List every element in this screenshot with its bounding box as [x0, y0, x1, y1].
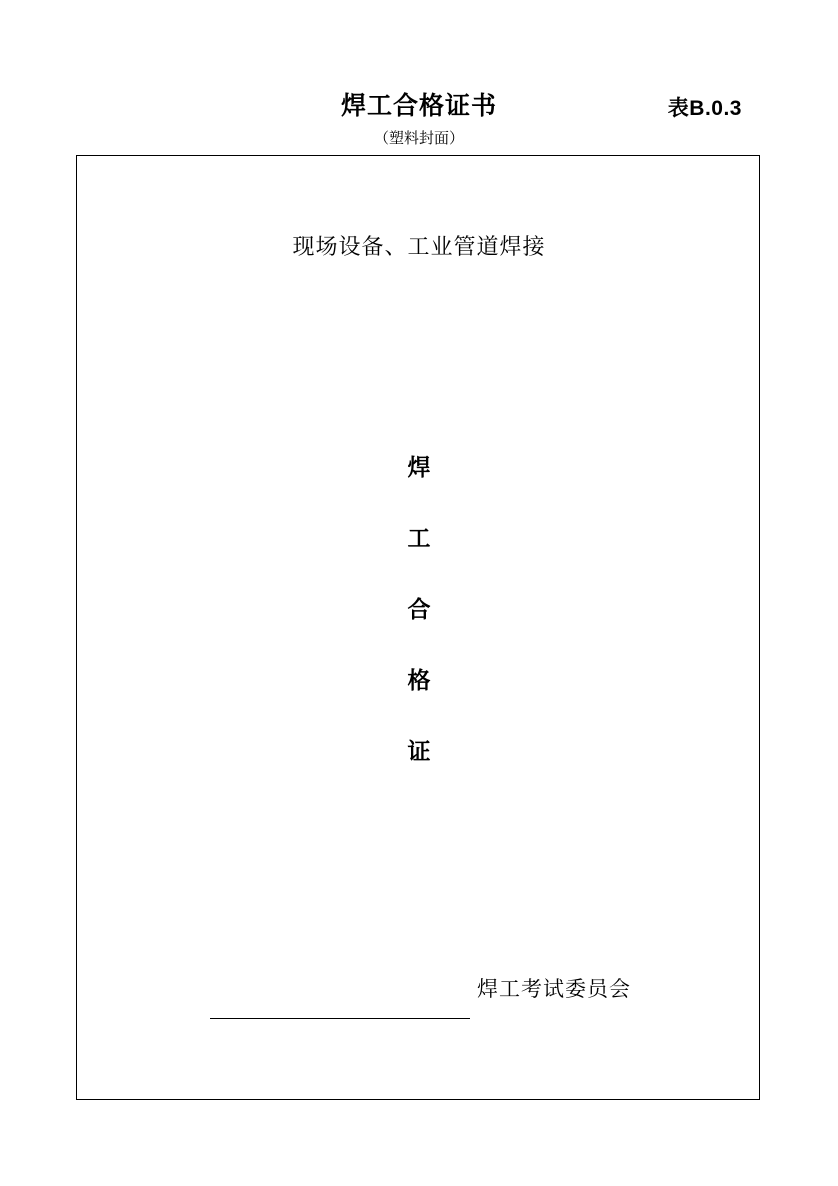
page-title: 焊工合格证书 [340, 92, 497, 120]
vertical-title-block [77, 456, 761, 763]
committee-label: 焊工考试委员会 [477, 978, 631, 1001]
cover-heading: 现场设备、工业管道焊接 [292, 234, 546, 259]
vertical-char: 合 [407, 596, 431, 622]
vertical-char: 工 [407, 525, 431, 551]
vertical-char: 格 [407, 667, 431, 693]
vertical-char: 证 [407, 738, 431, 764]
signature-line [210, 1018, 470, 1019]
certificate-cover-frame [76, 155, 760, 1100]
vertical-char: 焊 [407, 454, 431, 480]
form-code: 表B.0.3 [667, 97, 742, 120]
page-subtitle: （塑料封面） [373, 130, 464, 147]
